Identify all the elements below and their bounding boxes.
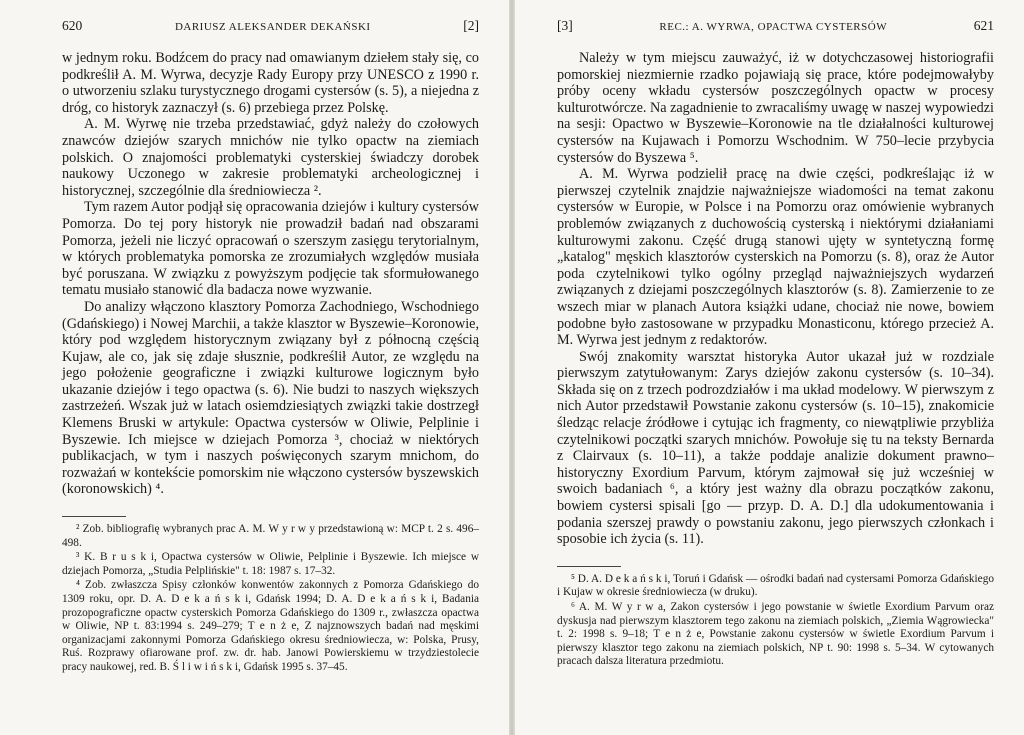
- left-body-text: [62, 50, 479, 498]
- footnote: ⁶ A. M. W y r w a, Zakon cystersów i jego powstanie w świetle Exordium Parvum oraz dyskusja nad pierwszym klasztorem tego zakonu na ziemiach polskich, „Ziemia Wągrowiecka" t. 2: 1998 s. 9–18; T e n ż e, Powstanie zakonu cystersów w świetle Exordium Parvum i pierwszy klasztor tego zakonu na ziemiach polskich, NP t. 90: 1998 s. 5–34. W cytowanych pracach dalsza literatura przedmiotu.: [557, 601, 994, 668]
- paragraph: Swój znakomity warsztat historyka Autor ukazał już w rozdziale pierwszym zatytułowanym: Zarys dziejów zakonu cystersów (s. 10–34). Składa się on z trzech podrozdziałów i ma układ modelowy. W pierwszym z nich Autor przedstawił Powstanie zakonu cystersów (s. 10–15), znakomicie śledząc relacje źródłowe i cytując ich fragmenty, co niewątpliwie przybliża czytelnikowi początki szarych mnichów. Powołuje się tu na teksty Bernarda z Clairvaux (s. 10–11), a także poddaje analizie dokument prawno–historyczny Exordium Parvum, którym zajmował się już wcześniej w swoich badaniach ⁶, a który jest ważny dla obrazu początków zakonu, bowiem cystersi spisali [go — przyp. D. A. D.] dla udokumentowania i podania szerszej prawdy o powstaniu zakonu, jego pierwszych członkach i sposobie ich życia (s. 11).: [557, 348, 994, 548]
- paragraph: Do analizy włączono klasztory Pomorza Zachodniego, Wschodniego (Gdańskiego) i Nowej Marchii, a także klasztor w Byszewie–Koronowie, który pod względem historycznym związany był z północną częścią Kujaw, ale co, jak się zdaje słusznie, podkreślił Autor, ze względu na jego położenie geograficzne i związki kulturowe logicznym było ukazanie dziejów i tego opactwa (s. 6). Nie budzi to naszych większych zastrzeżeń. Wszak już w latach osiemdziesiątych związki takie dostrzegł Klemens Bruski w artykule: Opactwa cystersów w Oliwie, Pelplinie i Byszewie. Ich miejsce w dziejach Pomorza ³, chociaż w niektórych publikacjach, w tym i naszych poświęconych szarym mnichom, do rozważań w kontekście pomorskim nie włączono cystersów byszewskich (koronowskich) ⁴.: [62, 298, 479, 498]
- footnote: ⁴ Zob. zwłaszcza Spisy członków konwentów zakonnych z Pomorza Gdańskiego do 1309 roku, opr. D. A. D e k a ń s k i, Gdańsk 1994; D. A. D e k a ń s k i, Badania prozopograficzne opactw cysterskich Pomorza Gdańskiego do 1309 r., zwłaszcza opactwa w Oliwie, NP t. 83:1994 s. 249–279; T e n ż e, Z najznowszych badań nad męskimi organizacjami zakonnymi Pomorza Gdańskiego okresu średniowiecza, w: Polska, Prusy, Ruś. Rozprawy ofiarowane prof. zw. dr. hab. Janowi Powierskiemu w trzydziestolecie pracy naukowej, red. B. Ś l i w i ń s k i, Gdańsk 1995 s. 37–45.: [62, 579, 479, 673]
- paragraph: A. M. Wyrwę nie trzeba przedstawiać, gdyż należy do czołowych znawców dziejów szarych mnichów nie tylko opactw na ziemiach polskich. O znajomości problematyki cysterskiej świadczy dorobek naukowy Uczonego w zakresie problematyki archeologicznej i historycznej, szczególnie dla średniowiecza ².: [62, 116, 479, 199]
- section-marker: [2]: [463, 18, 479, 33]
- footnote-rule: [557, 566, 621, 567]
- paragraph: w jednym roku. Bodźcem do pracy nad omawianym dziełem stały się, co podkreślił A. M. Wyrwa, decyzje Rady Europy przy UNESCO z 1990 r. o utworzeniu szlaku turystycznego drogami cystersów (s. 5), a niejedna z dróg, co historyk zaznaczył (s. 6) przebiega przez Polskę.: [62, 50, 479, 116]
- footnote: ⁵ D. A. D e k a ń s k i, Toruń i Gdańsk — ośrodki badań nad cystersami Pomorza Gdańskiego i Kujaw w okresie średniowiecza (w druku).: [557, 572, 994, 599]
- footnote: ³ K. B r u s k i, Opactwa cystersów w Oliwie, Pelplinie i Byszewie. Ich miejsce w dziejach Pomorza, „Studia Pelplińskie" t. 18: 1987 s. 17–32.: [62, 551, 479, 577]
- paragraph: Należy w tym miejscu zauważyć, iż w dotychczasowej historiografii pomorskiej niezmiernie rzadko pojawiają się prace, które podejmowałyby próby oceny wkładu cystersów poszczególnych opactw w procesy kulturotwórcze. Na zagadnienie to zwracaliśmy uwagę w naszej wypowiedzi na sesji: Opactwo w Byszewie–Koronowie na tle działalności kulturowej cystersów na Kujawach i Pomorzu Wschodnim. W 750–lecie przybycia cystersów do Byszewa ⁵.: [557, 50, 994, 166]
- paragraph: A. M. Wyrwa podzielił pracę na dwie części, podkreślając iż w pierwszej czytelnik znajdzie najważniejsze wiadomości na temat zakonu cystersów w Europie, w Polsce i na Pomorzu oraz omówienie wybranych problemów związanych z duchowością cysterską i niektórymi działaniami kulturowymi zakonu. Część drugą stanowi ujęty w syntetyczną formę „katalog" męskich klasztorów cysterskich na Pomorzu (s. 8), oraz że Autor poda czytelnikowi tylko ogólny przegląd najważniejszych wydarzeń związanych z dziejami poszczególnych klasztorów (s. 8). Zamierzenie to ze wszech miar w planach Autora książki udane, chociaż nie nowe, bowiem podobne było zastosowane w przypadku Monasticonu, którego przecież A. M. Wyrwa jest jednym z redaktorów.: [557, 166, 994, 349]
- section-marker: [3]: [557, 18, 573, 33]
- left-page: [0, 0, 509, 735]
- right-footnotes: [557, 573, 994, 669]
- page-number: 621: [973, 18, 994, 33]
- right-running-header: [557, 18, 994, 40]
- running-head-author: DARIUSZ ALEKSANDER DEKAŃSKI: [174, 21, 371, 33]
- page-number: 620: [62, 18, 83, 33]
- left-running-header: [62, 18, 479, 40]
- footnote-rule: [62, 516, 126, 517]
- right-page: [515, 0, 1024, 735]
- paragraph: Tym razem Autor podjął się opracowania dziejów i kultury cystersów Pomorza. Do tej pory historyk nie prowadził badań nad obszarami Pomorza, jeżeli nie liczyć opracowań o szerszym zasięgu terytorialnym, w których problematyka pomorska ze zrozumiałych względów musiała być poruszana. W związku z powyższym podjęcie tak sformułowanego tematu musiało stanowić dla badacza nowe wyzwanie.: [62, 199, 479, 299]
- running-head-title: REC.: A. WYRWA, OPACTWA CYSTERSÓW: [659, 21, 888, 33]
- footnote: ² Zob. bibliografię wybranych prac A. M. W y r w y przedstawioną w: MCP t. 2 s. 496–498.: [62, 523, 479, 549]
- left-footnotes: [62, 523, 479, 675]
- right-body-text: [557, 50, 994, 548]
